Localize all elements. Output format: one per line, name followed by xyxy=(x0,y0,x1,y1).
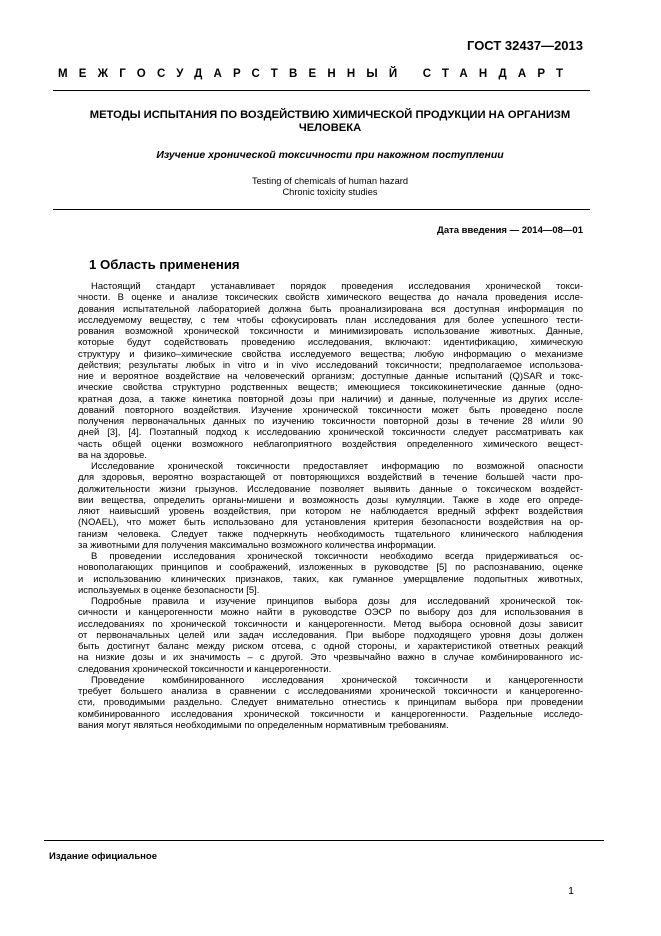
body-line: ние и вероятное воздействие на человеческий организм; доступные данные испытаний (Q)SAR и токс- xyxy=(78,371,583,382)
header-divider xyxy=(53,90,590,91)
body-line: Подробные правила и изучение принципов выбора дозы для исследований хронической ток- xyxy=(91,596,583,607)
section-heading: 1 Область применения xyxy=(89,257,240,272)
body-line: дований повторного воздействия. Изучение хронической токсичности может быть проведено после xyxy=(78,404,583,416)
footer-divider xyxy=(44,840,604,841)
body-line: получения первоначальных данных по изучению токсичности повторной дозы в течение 28 и/или 90 xyxy=(78,416,583,427)
body-line: ва на здоровье. xyxy=(78,449,148,461)
body-line: ические свойства структурно родственных веществ; имеющиеся токсикокинетические данные (одно- xyxy=(78,382,583,394)
body-line: исследованиях по хронической токсичности и канцерогенности. Метод выбора основной дозы зависит xyxy=(78,618,583,630)
body-line: за животными для получения максимально возможного количества информации. xyxy=(78,539,437,551)
body-line: быть достигнут баланс между риском отсева, с одной стороны, и характеристикой ответных реакций xyxy=(78,641,583,652)
body-line: часть общей оценки возможного неблагоприятного воздействия определенного химического вещест- xyxy=(78,438,583,450)
title-line-1: МЕТОДЫ ИСПЫТАНИЯ ПО ВОЗДЕЙСТВИЮ ХИМИЧЕСКОЙ ПРОДУКЦИИ НА ОРГАНИЗМ xyxy=(89,109,571,121)
body-line: сичности и канцерогенности можно найти в руководстве ОЭСР по выбору доз для использования в xyxy=(78,607,583,619)
body-line: требует большего анализа в сравнении с исследованиями хронической токсичности и канцерогенно- xyxy=(78,686,583,697)
body-line: вания могут являться необходимыми по определенным нормативным требованиям. xyxy=(78,719,449,731)
english-title-line-1: Testing of chemicals of human hazard xyxy=(251,176,409,186)
section-body-text xyxy=(78,281,583,731)
body-line: которые будут содействовать проведению исследования, включают: идентификацию, химическую xyxy=(78,337,583,349)
interstate-standard-banner: МЕЖГОСУДАРСТВЕННЫЙ СТАНДАРТ xyxy=(58,68,575,80)
introduction-date: Дата введения — 2014—08—01 xyxy=(437,225,583,236)
title-line-2: ЧЕЛОВЕКА xyxy=(298,122,362,134)
body-line: В проведении исследования хронической токсичности необходимо всегда придерживаться ос- xyxy=(91,551,583,562)
english-title-line-2: Chronic toxicity studies xyxy=(282,187,378,197)
body-line: от первоначальных целей или задач исследования. При выборе подходящего уровня дозы должен xyxy=(78,629,583,641)
title-divider xyxy=(53,209,590,210)
official-edition-label: Издание официальное xyxy=(49,851,157,862)
body-line: комбинированного исследования хронической токсичности и канцерогенности. Раздельные исследо- xyxy=(78,708,583,720)
document-title xyxy=(60,109,600,135)
english-title xyxy=(60,176,600,198)
body-line: кратная доза, а также кинетика повторной дозы при наличии) и данные, полученные из других иссле- xyxy=(78,393,583,405)
body-line: ляют наивысший уровень воздействия, при котором не наблюдается вредный эффект воздействия xyxy=(78,506,583,517)
document-subtitle: Изучение хронической токсичности при накожном поступлении xyxy=(156,149,504,161)
body-line: следования хронической токсичности и канцерогенности. xyxy=(78,663,332,675)
body-line: дования испытательной лабораторией должна быть проанализирована вся доступная информация по xyxy=(78,303,583,315)
body-line: Проведение комбинированного исследования хронической токсичности и канцерогенности xyxy=(91,674,583,686)
body-line: чности. В оценке и анализе токсических свойств химического вещества до начала проведения иссле- xyxy=(78,292,583,304)
body-line: (NOAEL), что может быть использовано для установления критерия безопасности воздействия на ор- xyxy=(78,517,583,529)
document-number: ГОСТ 32437—2013 xyxy=(467,38,583,53)
body-line: исследуемому веществу, с тем чтобы сфокусировать план исследования для более успешного тести- xyxy=(78,314,583,326)
body-line: дней [3], [4]. Поэтапный подход к исследованию хронической токсичности следует рассматривать как xyxy=(78,427,583,439)
body-line: рования возможной хронической токсичности и минимизировать использование животных. Данные, xyxy=(78,326,583,337)
body-line: Настоящий стандарт устанавливает порядок проведения исследования хронической токси- xyxy=(91,281,583,292)
body-line: действия; результаты любых in vitro и in vivo исследований токсичности; предполагаемое использова- xyxy=(78,359,583,371)
page-number: 1 xyxy=(568,885,574,897)
body-line: структуру и физико–химические свойства исследуемого вещества; любую информацию о механизме xyxy=(78,348,583,360)
body-line: Исследование хронической токсичности предоставляет информацию по возможной опасности xyxy=(91,461,583,472)
body-line: используемых в оценке безопасности [5]. xyxy=(78,584,260,596)
body-line: сти, проводимыми раздельно. Следует внимательно отнестись к принципам выбора при проведении xyxy=(78,697,583,709)
body-line: для здоровья, вероятно возрастающей от повторяющихся воздействий в течение большей части про- xyxy=(78,472,583,484)
body-line: вии вещества, определить органы-мишени и возможность дозы кумуляции. Также в ходе его опреде- xyxy=(78,494,583,506)
body-line: ганизм человека. Следует также подчеркнуть необходимость тщательного клинического наблюдения xyxy=(78,528,583,540)
body-line: на низкие дозы и их значимость – с другой. Это чрезвычайно важно в случае комбинированного ис- xyxy=(78,652,583,664)
body-line: должительности жизни грызунов. Исследование позволяет выявить данные о токсическом воздейст- xyxy=(78,483,583,495)
body-line: и использованию клинических признаков, таких, как гуманное умерщвление подопытных животных, xyxy=(78,573,583,585)
body-line: новополагающих принципов и соображений, изложенных в руководстве [5] по распознаванию, оценке xyxy=(78,562,583,574)
